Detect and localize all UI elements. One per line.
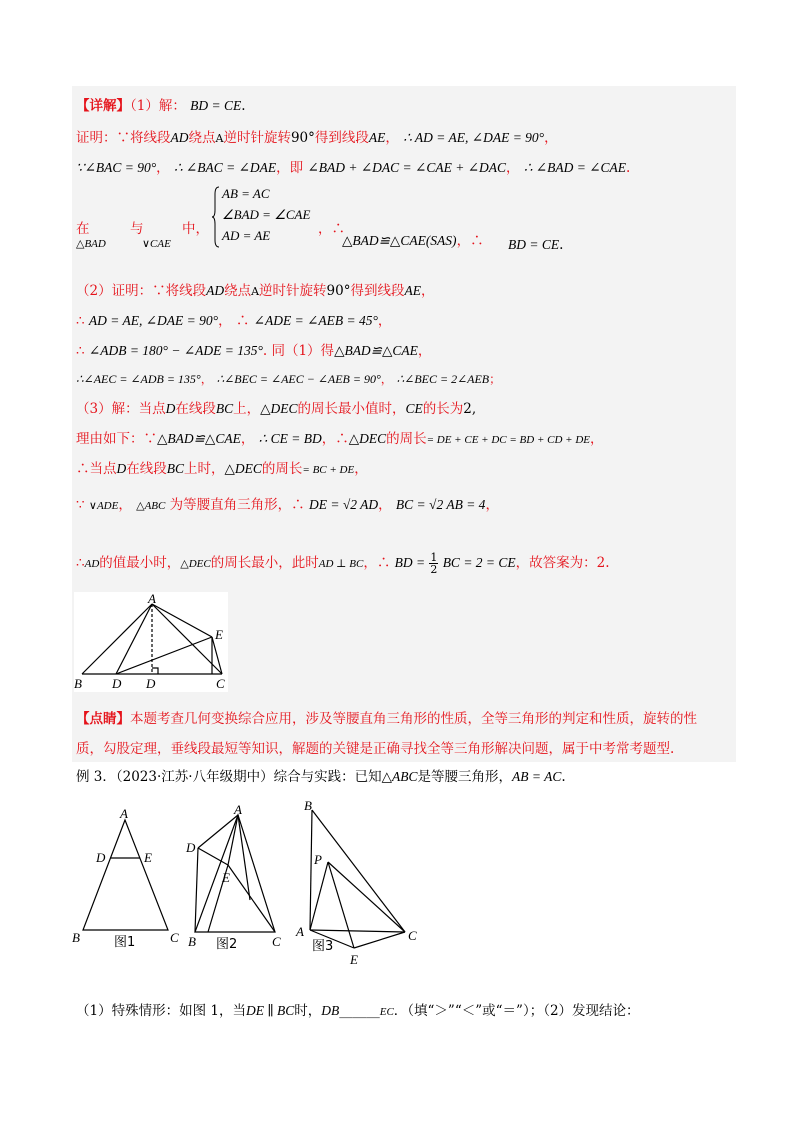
svg-text:P: P [314, 852, 322, 867]
and-label: 与 [130, 221, 144, 237]
part2-line-2: ∴ AD = AE, ∠DAE = 90°， ∴ ∠ADE = ∠AEB = 45°， [76, 313, 392, 329]
part2-line-3: ∴ ∠ADB = 180° − ∠ADE = 135°. 同（1）得△BAD≌△CAE， [76, 343, 432, 359]
question-line: （1）特殊情形：如图 1，当DE ∥ BC时，DB______EC．（填“＞”“＜”或“＝”）；（2）发现结论： [76, 1003, 640, 1019]
tri-bad-label: △BAD [76, 238, 106, 250]
review-line-2: 质，勾股定理，垂线段最短等知识，解题的关键是正确寻找全等三角形解决问题，属于中考常考题型. [76, 741, 675, 757]
svg-text:E: E [215, 627, 223, 642]
part2-line-4: ∴∠AEC = ∠ADB = 135°， ∴∠BEC = ∠AEC − ∠AEB = 90°， ∴∠BEC = 2∠AEB； [76, 372, 502, 386]
bd-ce: BD = CE. [508, 237, 564, 253]
svg-text:D: D [146, 676, 156, 691]
svg-text:E: E [144, 850, 152, 865]
middle-label: 中， [182, 221, 209, 237]
part3-line-3: ∴当点D在线段BC上时，△DEC的周长= BC + DE， [76, 461, 368, 477]
detail-line-4-left: 在 [76, 221, 90, 237]
svg-text:E: E [222, 870, 230, 885]
svg-text:C: C [408, 928, 417, 943]
answer-blank[interactable]: ______ [339, 1003, 380, 1019]
congruent-sas: △BAD≌△CAE(SAS)，∴ [342, 233, 484, 249]
svg-text:C: C [216, 676, 225, 691]
detail-line-1: 【详解】（1）解： BD = CE. [76, 98, 246, 114]
svg-text:B: B [304, 800, 312, 813]
svg-text:图3: 图3 [312, 939, 334, 954]
svg-text:E: E [350, 952, 358, 967]
part3-line-1: （3）解：当点D在线段BC上，△DEC的周长最小值时，CE的长为2, [76, 401, 477, 417]
review-line-1: 【点睛】本题考查几何变换综合应用，涉及等腰直角三角形的性质，全等三角形的判定和性质，旋转的性 [76, 711, 697, 727]
fraction-half: $\frac{1}{2}$ [430, 551, 438, 576]
svg-text:D: D [112, 676, 122, 691]
svg-text:A: A [234, 802, 242, 817]
example-figures [70, 800, 430, 980]
detail-line-2: 证明：∵将线段AD绕点A逆时针旋转90°得到线段AE， ∴ AD = AE, ∠DAE = 90°， [76, 130, 558, 146]
detail-line-4-right: ，∴ [318, 221, 345, 237]
svg-text:B: B [74, 676, 82, 691]
svg-text:图1: 图1 [114, 935, 136, 950]
solution-figure [74, 592, 228, 692]
svg-text:B: B [188, 934, 196, 949]
part2-line-1: （2）证明：∵将线段AD绕点A逆时针旋转90°得到线段AE， [76, 283, 435, 299]
svg-text:C: C [170, 930, 179, 945]
svg-text:A: A [120, 806, 128, 821]
svg-text:D: D [96, 850, 106, 865]
svg-text:D: D [186, 840, 196, 855]
tri-cae-label: ∨CAE [142, 238, 171, 250]
svg-text:A: A [148, 592, 156, 606]
part3-line-5: ∴AD的值最小时，△DEC的周长最小，此时AD ⊥ BC，∴ BD = $\frac{1}{2}$ BC = 2 = CE，故答案为：2. [76, 551, 610, 576]
equation-system: AB = AC ∠BAD = ∠CAE AD = AE [212, 186, 322, 248]
detail-line-3: ∵∠BAC = 90°， ∴ ∠BAC = ∠DAE，即 ∠BAD + ∠DAC = ∠CAE + ∠DAC， ∴ ∠BAD = ∠CAE. [76, 160, 631, 176]
svg-text:B: B [72, 930, 80, 945]
part3-line-4: ∵ ∨ADE， △ABC 为等腰直角三角形，∴ DE = √2 AD， BC = √2 AB = 4， [76, 497, 499, 513]
svg-text:C: C [272, 934, 281, 949]
svg-text:图2: 图2 [216, 937, 238, 952]
brace-icon [212, 186, 220, 248]
example-3-line: 例 3．（2023·江苏·八年级期中）综合与实践：已知△ABC是等腰三角形，AB = AC. [76, 769, 566, 785]
svg-text:A: A [296, 924, 304, 939]
part3-line-2: 理由如下：∵△BAD≌△CAE， ∴ CE = BD，∴△DEC的周长= DE + CE + DC = BD + CD + DE， [76, 431, 604, 447]
